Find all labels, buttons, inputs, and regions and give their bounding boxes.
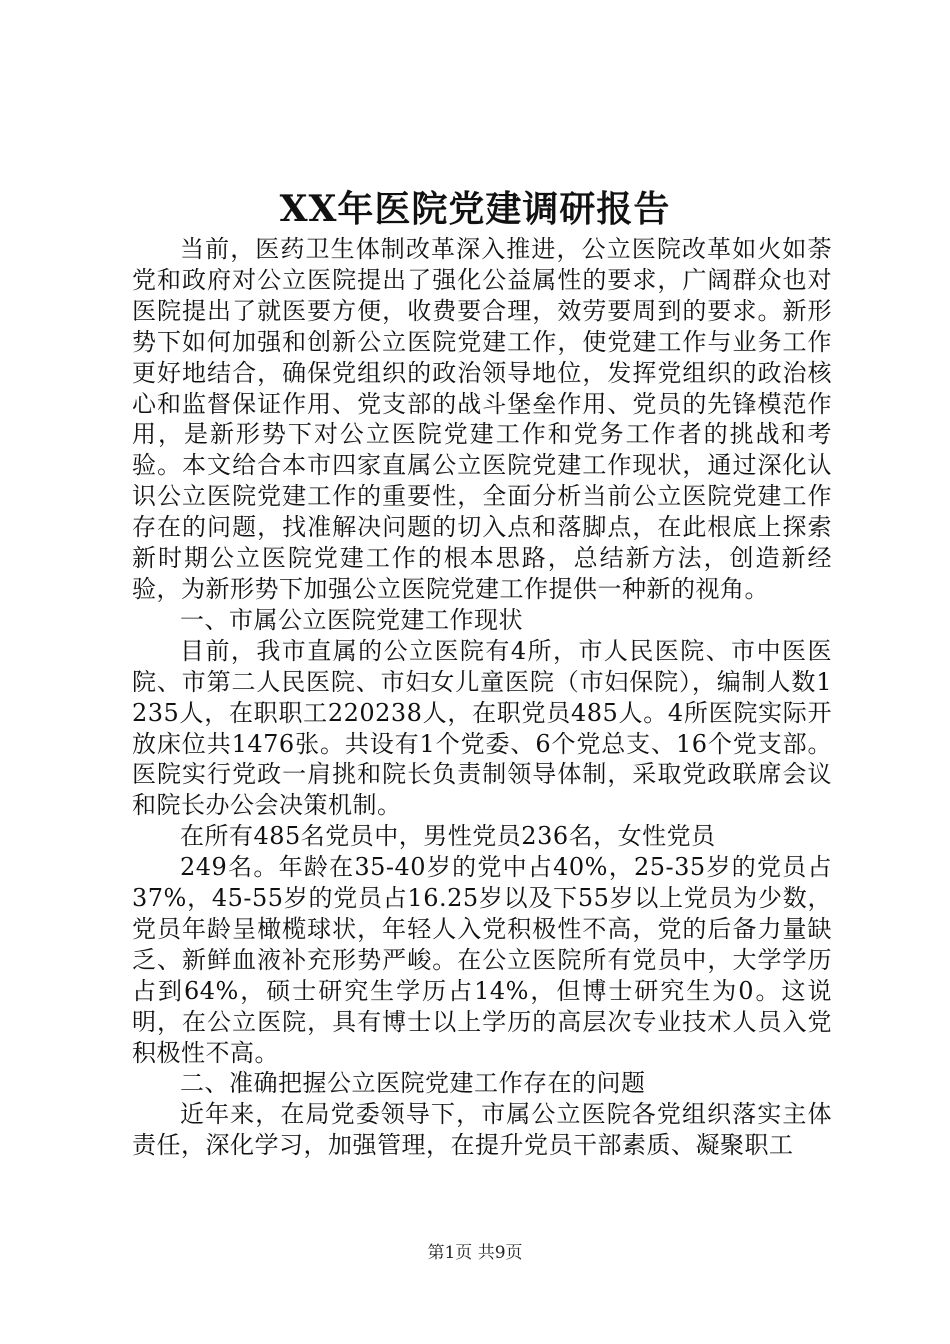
paragraph-hospitals-overview: 目前，我市直属的公立医院有4所，市人民医院、市中医医院、市第二人民医院、市妇女儿童医院（市妇保院），编制人数1235人，在职职工220238人，在职党员485人。4所医院实际开放床位共1476张。共设有1个党委、6个党总支、16个党支部。医院实行党政一肩挑和院长负责制领导体制，采取党政联席会议和院长办公会决策机制。 — [132, 636, 832, 820]
paragraph-recent-years: 近年来，在局党委领导下，市属公立医院各党组织落实主体责任，深化学习，加强管理，在提升党员干部素质、凝聚职工 — [132, 1100, 832, 1160]
section-heading-2: 二、准确把握公立医院党建工作存在的问题 — [180, 1069, 646, 1098]
document-body — [132, 234, 832, 1161]
paragraph-intro: 当前，医药卫生体制改革深入推进，公立医院改革如火如荼党和政府对公立医院提出了强化公益属性的要求，广阔群众也对医院提出了就医要方便，收费要合理，效劳要周到的要求。新形势下如何加强和创新公立医院党建工作，使党建工作与业务工作更好地结合，确保党组织的政治领导地位，发挥党组织的政治核心和监督保证作用、党支部的战斗堡垒作用、党员的先锋模范作用，是新形势下对公立医院党建工作和党务工作者的挑战和考验。本文给合本市四家直属公立医院党建工作现状，通过深化认识公立医院党建工作的重要性，全面分析当前公立医院党建工作存在的问题，找准解决问题的切入点和落脚点，在此根底上探索新时期公立医院党建工作的根本思路，总结新方法，创造新经验，为新形势下加强公立医院党建工作提供一种新的视角。 — [132, 235, 832, 603]
document-title: XX年医院党建调研报告 — [279, 188, 671, 230]
page-number-footer: 第1页 共9页 — [427, 1243, 523, 1263]
paragraph-party-members-gender: 在所有485名党员中，男性党员236名，女性党员 — [180, 822, 716, 851]
paragraph-party-members-age: 249名。年龄在35-40岁的党中占40%，25-35岁的党员占37%，45-55岁的党员占16.25岁以及下55岁以上党员为少数，党员年龄呈橄榄球状，年轻人入党积极性不高，党的后备力量缺乏、新鲜血液补充形势严峻。在公立医院所有党员中，大学学历占到64%，硕士研究生学历占14%，但博士研究生为0。这说明，在公立医院，具有博士以上学历的高层次专业技术人员入党积极性不高。 — [132, 853, 832, 1067]
section-heading-1: 一、市属公立医院党建工作现状 — [180, 605, 523, 634]
